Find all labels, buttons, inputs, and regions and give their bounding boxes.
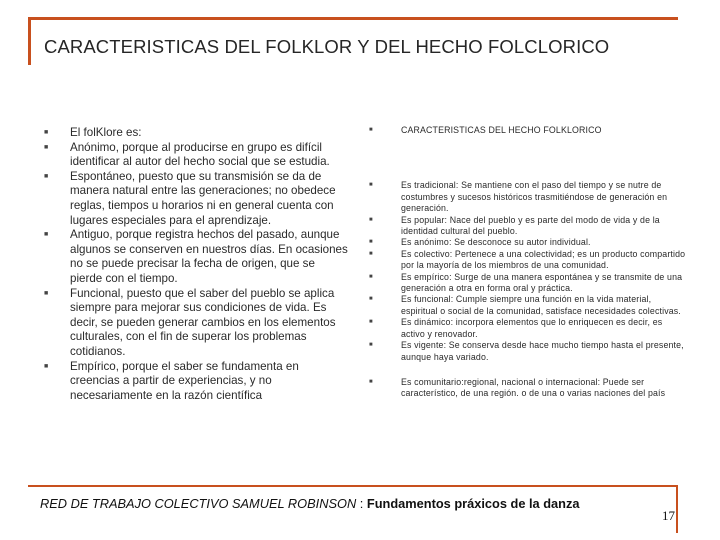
list-item-text: Es vigente: Se conserva desde hace mucho tiempo hasta el presente, aunque haya variado.	[401, 340, 684, 362]
list-item	[369, 294, 687, 317]
list-item-text: Funcional, puesto que el saber del pueblo se aplica siempre para mejorar sus condiciones de vida. Es decir, se pueden generar cambios en los elementos culturales, con el fin de superar los problemas cotidianos.	[70, 286, 336, 358]
list-item	[44, 126, 350, 141]
square-bullet-icon: ■	[369, 273, 373, 280]
page-number: 17	[662, 508, 675, 523]
square-bullet-icon: ■	[369, 296, 373, 303]
footer-accent-bar	[676, 485, 678, 533]
square-bullet-icon: ■	[44, 362, 49, 370]
list-item-text: Es comunitario:regional, nacional o internacional: Puede ser característico, de una región. o de una o varias naciones del país	[401, 376, 666, 399]
square-bullet-icon: ■	[44, 129, 49, 136]
list-item-text: El folKlore es:	[70, 126, 142, 139]
list-item-text: Es tradicional: Se mantiene con el paso del tiempo y se nutre de costumbres y sucesos históricos trasmitiéndose de generación en generación.	[401, 180, 668, 214]
square-bullet-icon: ■	[369, 216, 373, 223]
list-item-text: Empírico, porque el saber se fundamenta en creencias a partir de experiencias, y no necesariamente en la razón científica	[70, 359, 299, 402]
list-item-text: Es anónimo: Se desconoce su autor individual.	[401, 237, 591, 248]
square-bullet-icon: ■	[369, 127, 373, 133]
page-title: CARACTERISTICAS DEL FOLKLOR Y DEL HECHO FOLCLORICO	[44, 36, 610, 57]
header-accent-bar	[28, 17, 31, 65]
square-bullet-icon: ■	[369, 319, 373, 326]
square-bullet-icon: ■	[44, 172, 49, 180]
right-column	[369, 125, 687, 400]
list-item	[369, 377, 687, 400]
list-item-text: Antiguo, porque registra hechos del pasado, aunque algunos se conserven en nuestros días. En ocasiones no se puede precisar la fecha de origen, que se pierde con el tiempo.	[70, 228, 348, 285]
footer-separator: :	[356, 496, 367, 511]
list-item	[44, 287, 350, 360]
square-bullet-icon: ■	[369, 342, 373, 349]
square-bullet-icon: ■	[44, 289, 49, 297]
section-heading-text: CARACTERISTICAS DEL HECHO FOLKLORICO	[401, 125, 602, 135]
list-item	[369, 272, 687, 295]
list-item	[44, 141, 350, 170]
list-item	[369, 340, 687, 363]
list-item-text: Es colectivo: Pertenece a una colectividad; es un producto compartido por la mayoría de los miembros de una comunidad.	[401, 248, 686, 271]
square-bullet-icon: ■	[369, 250, 373, 257]
square-bullet-icon: ■	[44, 231, 49, 239]
list-item	[369, 317, 687, 340]
list-item	[369, 237, 687, 248]
footer-credit	[40, 496, 580, 511]
left-column	[44, 126, 350, 403]
footer-accent-line	[28, 485, 678, 487]
list-item-text: Espontáneo, puesto que su transmisión se da de manera natural entre las generaciones; no obedece reglas, tiempos u horarios ni en general cuenta con lugares especiales para el aprendizaje.	[70, 169, 336, 227]
section-heading	[369, 125, 687, 136]
list-item	[44, 360, 350, 404]
header-accent-line	[28, 17, 678, 20]
square-bullet-icon: ■	[44, 143, 49, 151]
list-item-text: Es dinámico: incorpora elementos que lo enriquecen es decir, es activo y renovador.	[401, 317, 663, 339]
list-item	[369, 180, 687, 214]
list-item	[44, 170, 350, 228]
footer-work-title: Fundamentos práxicos de la danza	[366, 496, 580, 511]
list-item	[369, 249, 687, 272]
list-item-text: Es popular: Nace del pueblo y es parte del modo de vida y de la identidad cultural del pueblo.	[401, 214, 660, 237]
square-bullet-icon: ■	[369, 182, 373, 189]
list-item	[369, 215, 687, 238]
list-item-text: Es funcional: Cumple siempre una función en la vida material, espiritual o social de la comunidad, satisface necesidades colectivas.	[401, 294, 681, 316]
list-item-text: Anónimo, porque al producirse en grupo es difícil identificar al autor del hecho social que se estudia.	[70, 140, 330, 169]
list-item	[44, 228, 350, 286]
square-bullet-icon: ■	[369, 239, 373, 246]
list-item-text: Es empírico: Surge de una manera espontánea y se transmite de una generación a otra en forma oral y práctica.	[401, 271, 683, 294]
square-bullet-icon: ■	[369, 378, 373, 385]
footer-organization: RED DE TRABAJO COLECTIVO SAMUEL ROBINSON	[40, 496, 357, 511]
